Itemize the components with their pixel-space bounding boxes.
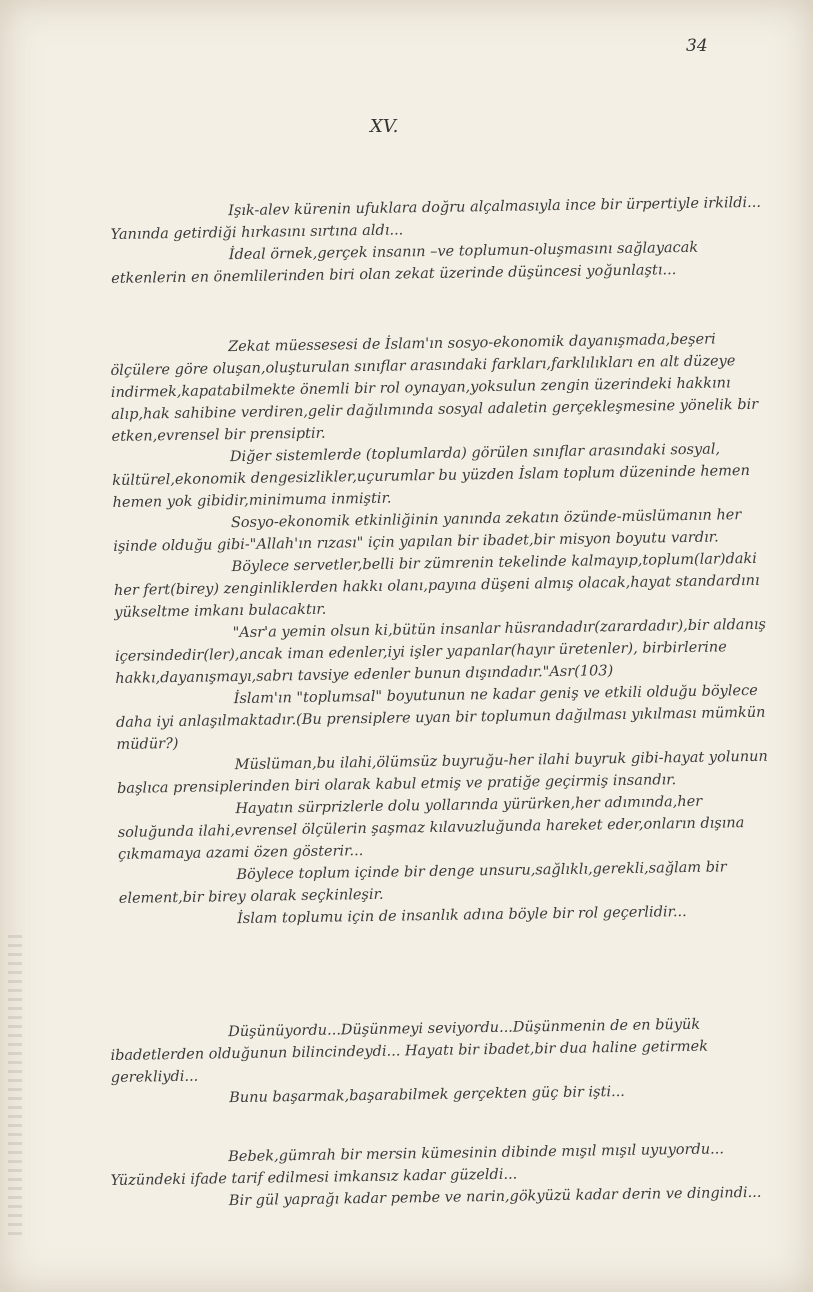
section-1 [110, 192, 771, 290]
paragraph: Sosyo-ekonomik etkinliğinin yanında zekatın özünde-müslümanın her işinde olduğu gibi-"Allah'ın rızası" için yapılan bir ibadet,bir misyon boyutu vardır. [113, 507, 742, 555]
margin-ink-mark [8, 935, 22, 1235]
paragraph: İdeal örnek,gerçek insanın –ve toplumun-oluşmasını sağlayacak etkenlerin en önemlilerinden biri olan zekat üzerinde düşüncesi yoğunlaştı... [111, 239, 699, 287]
paragraph: Hayatın sürprizlerle dolu yollarında yürürken,her adımında,her soluğunda ilahi,evrensel ölçülerin şaşmaz kılavuzluğunda hareket eder,onların dışına çıkmamaya azami özen gösterir... [117, 793, 745, 863]
section-4 [110, 1138, 771, 1214]
paragraph: İslam toplumu için de insanlık adına böyle bir rol geçerlidir... [237, 904, 687, 928]
paragraph: Diğer sistemlerde (toplumlarda) görülen sınıflar arasındaki sosyal, kültürel,ekonomik dengesizlikler,uçurumlar bu yüzden İslam toplum düzeninde hemen hemen yok gibidir,minimuma inmiştir. [112, 441, 750, 511]
paragraph: Yüzündeki ifade tarif edilmesi imkansız kadar güzeldi... [110, 1166, 518, 1189]
paragraph: İslam'ın "toplumsal" boyutunun ne kadar geniş ve etkili olduğu böylece daha iyi anlaşılmaktadır.(Bu prensiplere uyan bir toplumun dağılması yıkılması mümkün müdür?) [115, 682, 766, 753]
paragraph: Düşünüyordu...Düşünmeyi seviyordu...Düşünmenin de en büyük ibadetlerden olduğunun bilincindeydi... Hayatı bir ibadet,bir dua haline getirmek gerekliydi... [110, 1016, 709, 1086]
paragraph: Böylece servetler,belli bir zümrenin tekelinde kalmayıp,toplum(lar)daki her fert(birey) zenginliklerden hakkı olanı,payına düşeni almış olacak,hayat standardını yükseltme imkanı bulacaktır. [113, 550, 760, 621]
paragraph: Bir gül yaprağı kadar pembe ve narin,gökyüzü kadar derin ve dingindi... [228, 1184, 762, 1210]
paragraph: "Asr'a yemin olsun ki,bütün insanlar hüsrandadır(zarardadır),bir aldanış içersindedir(ler),ancak iman edenler,iyi işler yapanlar(hayır üretenler), birbirlerine hakkı,dayanışmayı,sabrı tavsiye edenler bunun dışındadır."Asr(103) [114, 616, 767, 687]
paragraph: Zekat müessesesi de İslam'ın sosyo-ekonomik dayanışmada,beşeri ölçülere göre oluşan,oluşturulan sınıflar arasındaki farkları,farklılıkları en alt düzeye indirmek,kapatabilmekte önemli bir rol oynayan,yoksulun zengin üzerindeki hakkını alıp,hak sahibine verdiren,gelir dağılımında sosyal adaletin gerçekleşmesine yönelik bir etken,evrensel bir prensiptir. [110, 331, 759, 445]
section-2 [110, 328, 779, 932]
paragraph: Müslüman,bu ilahi,ölümsüz buyruğu-her ilahi buyruk gibi-hayat yolunun başlıca prensiplerinden biri olarak kabul etmiş ve pratiğe geçirmiş insandır. [116, 748, 768, 797]
paragraph: Bunu başarmak,başarabilmek gerçekten güç bir işti... [229, 1083, 625, 1107]
paragraph: Böylece toplum içinde bir denge unsuru,sağlıklı,gerekli,sağlam bir element,bir birey olarak seçkinleşir. [118, 859, 727, 907]
paragraph: Bebek,gümrah bir mersin kümesinin dibinde mışıl mışıl uyuyordu... [228, 1141, 725, 1166]
paragraph: Işık-alev kürenin ufuklara doğru alçalmasıyla ince bir ürpertiyle irkildi... Yanında getirdiği hırkasını sırtına aldı... [110, 194, 762, 243]
page-number: 34 [686, 36, 708, 56]
section-3 [110, 1013, 771, 1111]
chapter-heading: XV. [370, 116, 399, 137]
